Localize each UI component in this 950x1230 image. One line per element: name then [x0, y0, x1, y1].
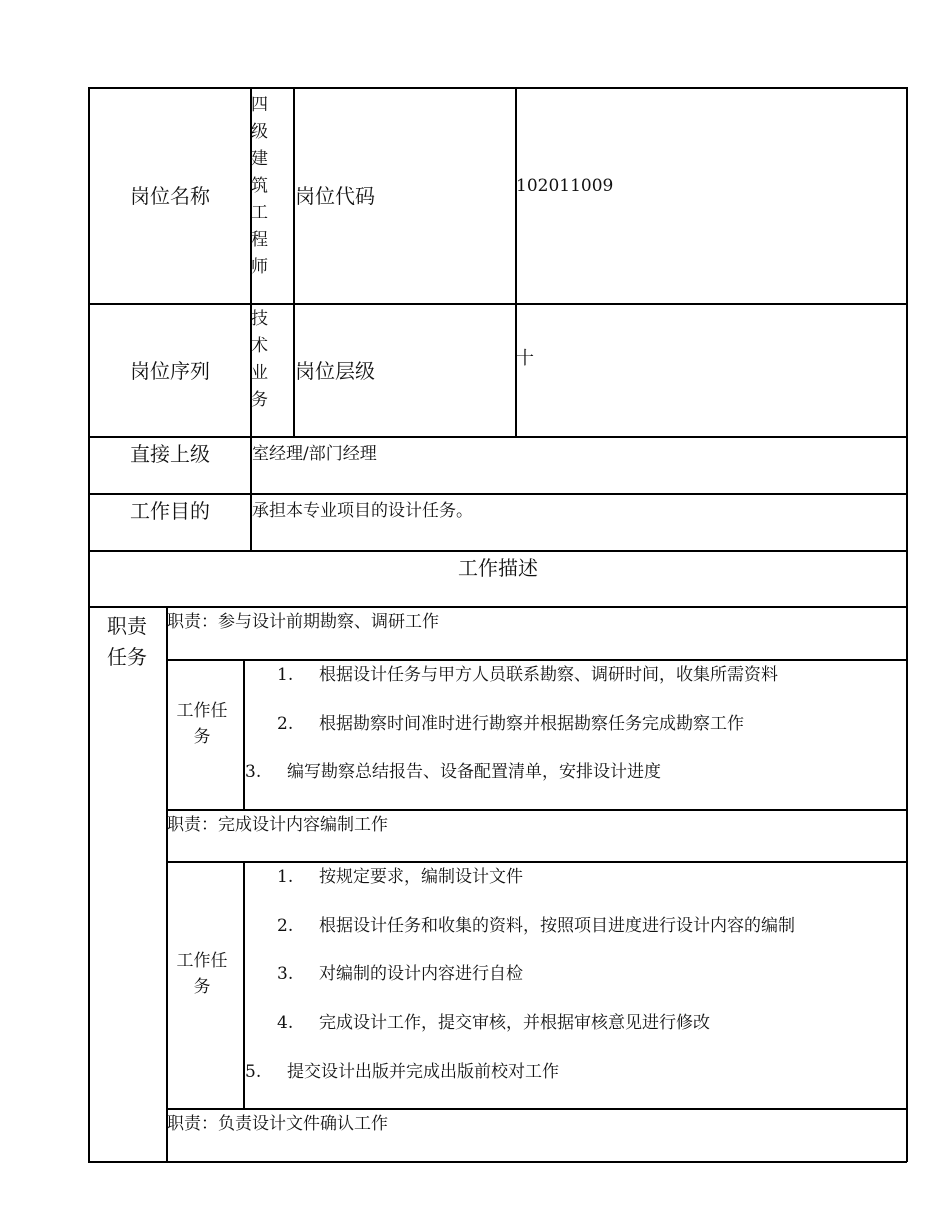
- task-number: 2.: [277, 916, 294, 936]
- table-border-right: [906, 87, 908, 1162]
- duty-title: 职责：参与设计前期勘察、调研工作: [167, 612, 439, 632]
- row-divider: [166, 659, 907, 661]
- post-name-label: 岗位名称: [130, 184, 210, 208]
- row-divider: [166, 861, 907, 863]
- task-number: 3.: [277, 964, 294, 984]
- duty-section-label: 职责任务: [107, 614, 147, 669]
- col-divider: [515, 87, 517, 436]
- task-number: 1.: [277, 665, 294, 685]
- col-divider: [243, 659, 245, 809]
- task-number: 4.: [277, 1013, 294, 1033]
- row-divider: [88, 606, 907, 608]
- task-text: 根据设计任务与甲方人员联系勘察、调研时间，收集所需资料: [319, 665, 778, 685]
- task-number: 5.: [245, 1062, 262, 1082]
- row-divider: [166, 809, 907, 811]
- task-text: 根据设计任务和收集的资料，按照项目进度进行设计内容的编制: [319, 916, 795, 936]
- task-item: [277, 962, 523, 986]
- row-divider: [166, 1108, 907, 1110]
- duty-title: 职责：完成设计内容编制工作: [167, 815, 388, 835]
- task-number: 2.: [277, 714, 294, 734]
- task-text: 编写勘察总结报告、设备配置清单，安排设计进度: [287, 762, 661, 782]
- task-text: 完成设计工作，提交审核，并根据审核意见进行修改: [319, 1013, 710, 1033]
- purpose-label: 工作目的: [130, 499, 210, 523]
- task-label: 工作任务: [176, 701, 228, 747]
- superior-label: 直接上级: [130, 442, 210, 466]
- post-series-label: 岗位序列: [130, 358, 210, 383]
- purpose-value: 承担本专业项目的设计任务。: [252, 501, 473, 521]
- duty-title: 职责：负责设计文件确认工作: [167, 1114, 388, 1134]
- task-item: [277, 865, 523, 889]
- post-name-value: 四级建筑工程师: [251, 95, 268, 277]
- task-text: 提交设计出版并完成出版前校对工作: [287, 1062, 559, 1082]
- task-item: [245, 1060, 559, 1084]
- post-series-value: 技术业务: [251, 309, 268, 410]
- task-text: 按规定要求，编制设计文件: [319, 867, 523, 887]
- task-item: [277, 663, 778, 687]
- post-level-label: 岗位层级: [295, 358, 375, 383]
- task-label: 工作任务: [176, 951, 228, 997]
- post-code-value: 102011009: [516, 176, 614, 196]
- task-item: [277, 914, 795, 938]
- post-code-label: 岗位代码: [295, 184, 375, 208]
- task-number: 1.: [277, 867, 294, 887]
- task-item: [277, 1011, 710, 1035]
- task-number: 3.: [245, 762, 262, 782]
- task-item: [277, 712, 744, 736]
- description-header: 工作描述: [458, 556, 538, 580]
- task-item: [245, 760, 661, 784]
- col-divider: [166, 606, 168, 1162]
- table-border-bottom: [88, 1161, 907, 1163]
- task-text: 根据勘察时间准时进行勘察并根据勘察任务完成勘察工作: [319, 714, 744, 734]
- task-text: 对编制的设计内容进行自检: [319, 964, 523, 984]
- post-level-value: 十: [516, 348, 534, 369]
- superior-value: 室经理/部门经理: [252, 444, 377, 464]
